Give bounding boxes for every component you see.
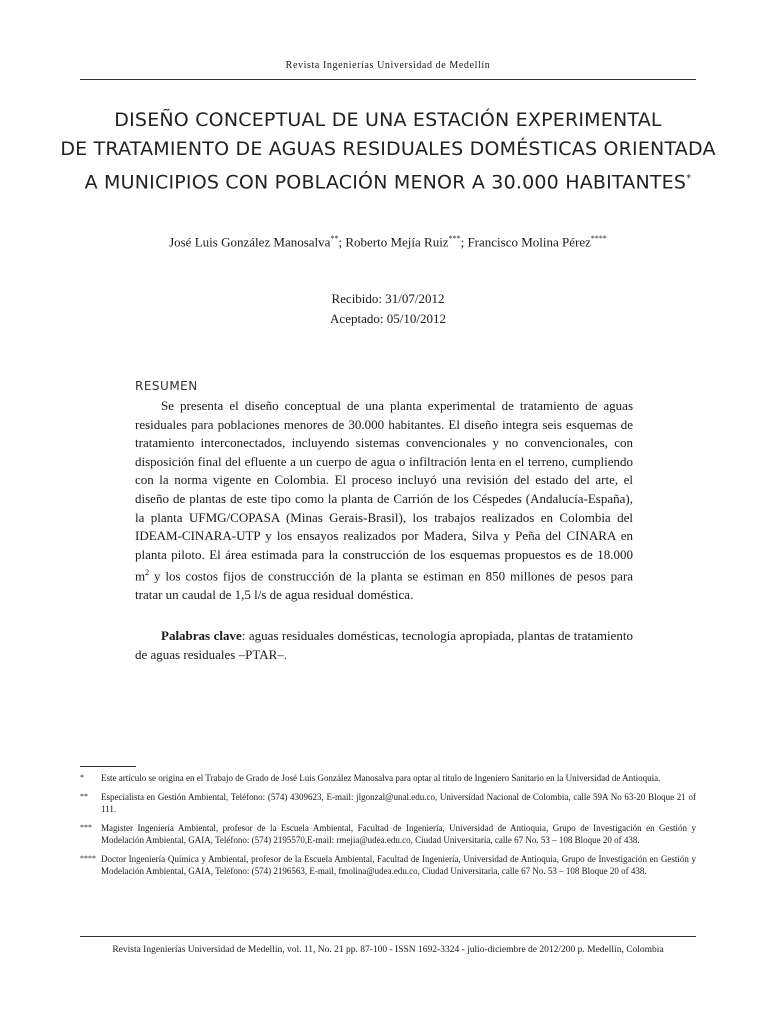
area-unit-superscript: 2 [145,568,150,578]
keywords-paragraph [135,626,633,664]
footnote-mark: ** [80,791,88,801]
keywords-text: : aguas residuales domésticas, tecnología apropiada, plantas de tratamiento de aguas residuales –PTAR–. [135,628,633,662]
author-list [80,234,696,250]
footnote [80,772,696,785]
footnote-text: Doctor Ingeniería Química y Ambiental, profesor de la Escuela Ambiental, Facultad de Ingeniería, Universidad de Antioquia, Grupo de Investigación en Gestión y Modelación Ambiental, GAIA, Teléfono: (574) 2196563, E-mail, fmolina@udea.edu.co, Ciudad Universitaria, calle 67 No. 53 – 108 Bloque 20 of 438. [101,853,696,876]
title-line-3 [40,164,736,197]
footnote-text: Este artículo se origina en el Trabajo de Grado de José Luis González Manosalva para optar al título de Ingeniero Sanitario en la Universidad de Antioquia. [101,773,661,783]
footer-citation: Revista Ingenierías Universidad de Medellín, vol. 11, No. 21 pp. 87-100 - ISSN 1692-3324 - julio-diciembre de 2012/200 p. Medellín, Colombia [112,945,664,955]
author-name: Francisco Molina Pérez [467,234,591,250]
footnote-rule [80,766,136,767]
footnote-mark: * [80,773,84,782]
header-rule [80,79,696,80]
author-separator: ; [460,234,465,250]
author-name: José Luis González Manosalva [169,234,331,250]
footnotes [80,772,696,884]
footnote-text: Magister Ingeniería Ambiental, profesor de la Escuela Ambiental, Facultad de Ingeniería, Universidad de Antioquia, Grupo de Investigación en Gestión y Modelación Ambiental, GAIA, Teléfono: (574) 2195570,E-mail: rmejia@udea.edu.co, Ciudad Universitaria, calle 67 No. 53 – 108 Bloque 20 of 438. [101,822,696,845]
footnote [80,822,696,847]
keywords-label: Palabras clave [161,628,242,643]
author-footnote-marker: ** [330,234,339,243]
title-line-1: DISEÑO CONCEPTUAL DE UNA ESTACIÓN EXPERIMENTAL [114,109,662,131]
title-line-3-text: A MUNICIPIOS CON POBLACIÓN MENOR A 30.000 HABITANTES [84,171,687,194]
footer-rule [80,936,696,937]
footnote-mark: **** [80,853,96,863]
received-date: Recibido: 31/07/2012 [331,291,445,306]
author-separator: ; [338,234,343,250]
article-title [40,106,736,197]
author-footnote-marker: **** [590,234,607,243]
title-line-2: DE TRATAMIENTO DE AGUAS RESIDUALES DOMÉSTICAS ORIENTADA [60,138,716,160]
footnote [80,853,696,878]
running-header: Revista Ingenierías Universidad de Medellín [285,60,491,71]
abstract-body: Se presenta el diseño conceptual de una planta experimental de tratamiento de aguas residuales para poblaciones menores de 30.000 habitantes. El diseño integra seis esquemas de tratamiento interconectados, incluyendo sistemas convencionales y no convencionales, con disposición final del efluente a un cuerpo de agua o infiltración lenta en el terreno, cumpliendo con la norma vigente en Colombia. El proceso incluyó una revisión del estado del arte, el diseño de plantas de este tipo como la planta de Carrión de los Céspedes (Andalucía-España), la planta UFMG/COPASA (Minas Gerais-Brasil), los trabajos realizados en Colombia del IDEAM-CINARA-UTP y los ensayos realizados por Madera, Silva y Peña del CINARA en planta piloto. El área estimada para la construcción de los esquemas propuestos es de 18.000 m [135,398,633,584]
title-footnote-marker: * [686,173,692,184]
abstract-heading: RESUMEN [135,379,198,393]
footnote [80,791,696,816]
abstract-text [135,397,633,605]
footnote-text: Especialista en Gestión Ambiental, Teléfono: (574) 4309623, E-mail: jlgonzal@unal.edu.co, Universidad Nacional de Colombia, calle 59A No 63-20 Bloque 21 of 111. [101,791,696,814]
accepted-date: Aceptado: 05/10/2012 [330,311,446,326]
author-footnote-marker: *** [448,234,461,243]
footnote-mark: *** [80,822,92,832]
abstract-body-end: y los costos fijos de construcción de la planta se estiman en 850 millones de pesos para tratar un caudal de 1,5 l/s de agua residual doméstica. [135,568,633,603]
article-dates [80,289,696,329]
author-name: Roberto Mejía Ruiz [345,234,449,250]
